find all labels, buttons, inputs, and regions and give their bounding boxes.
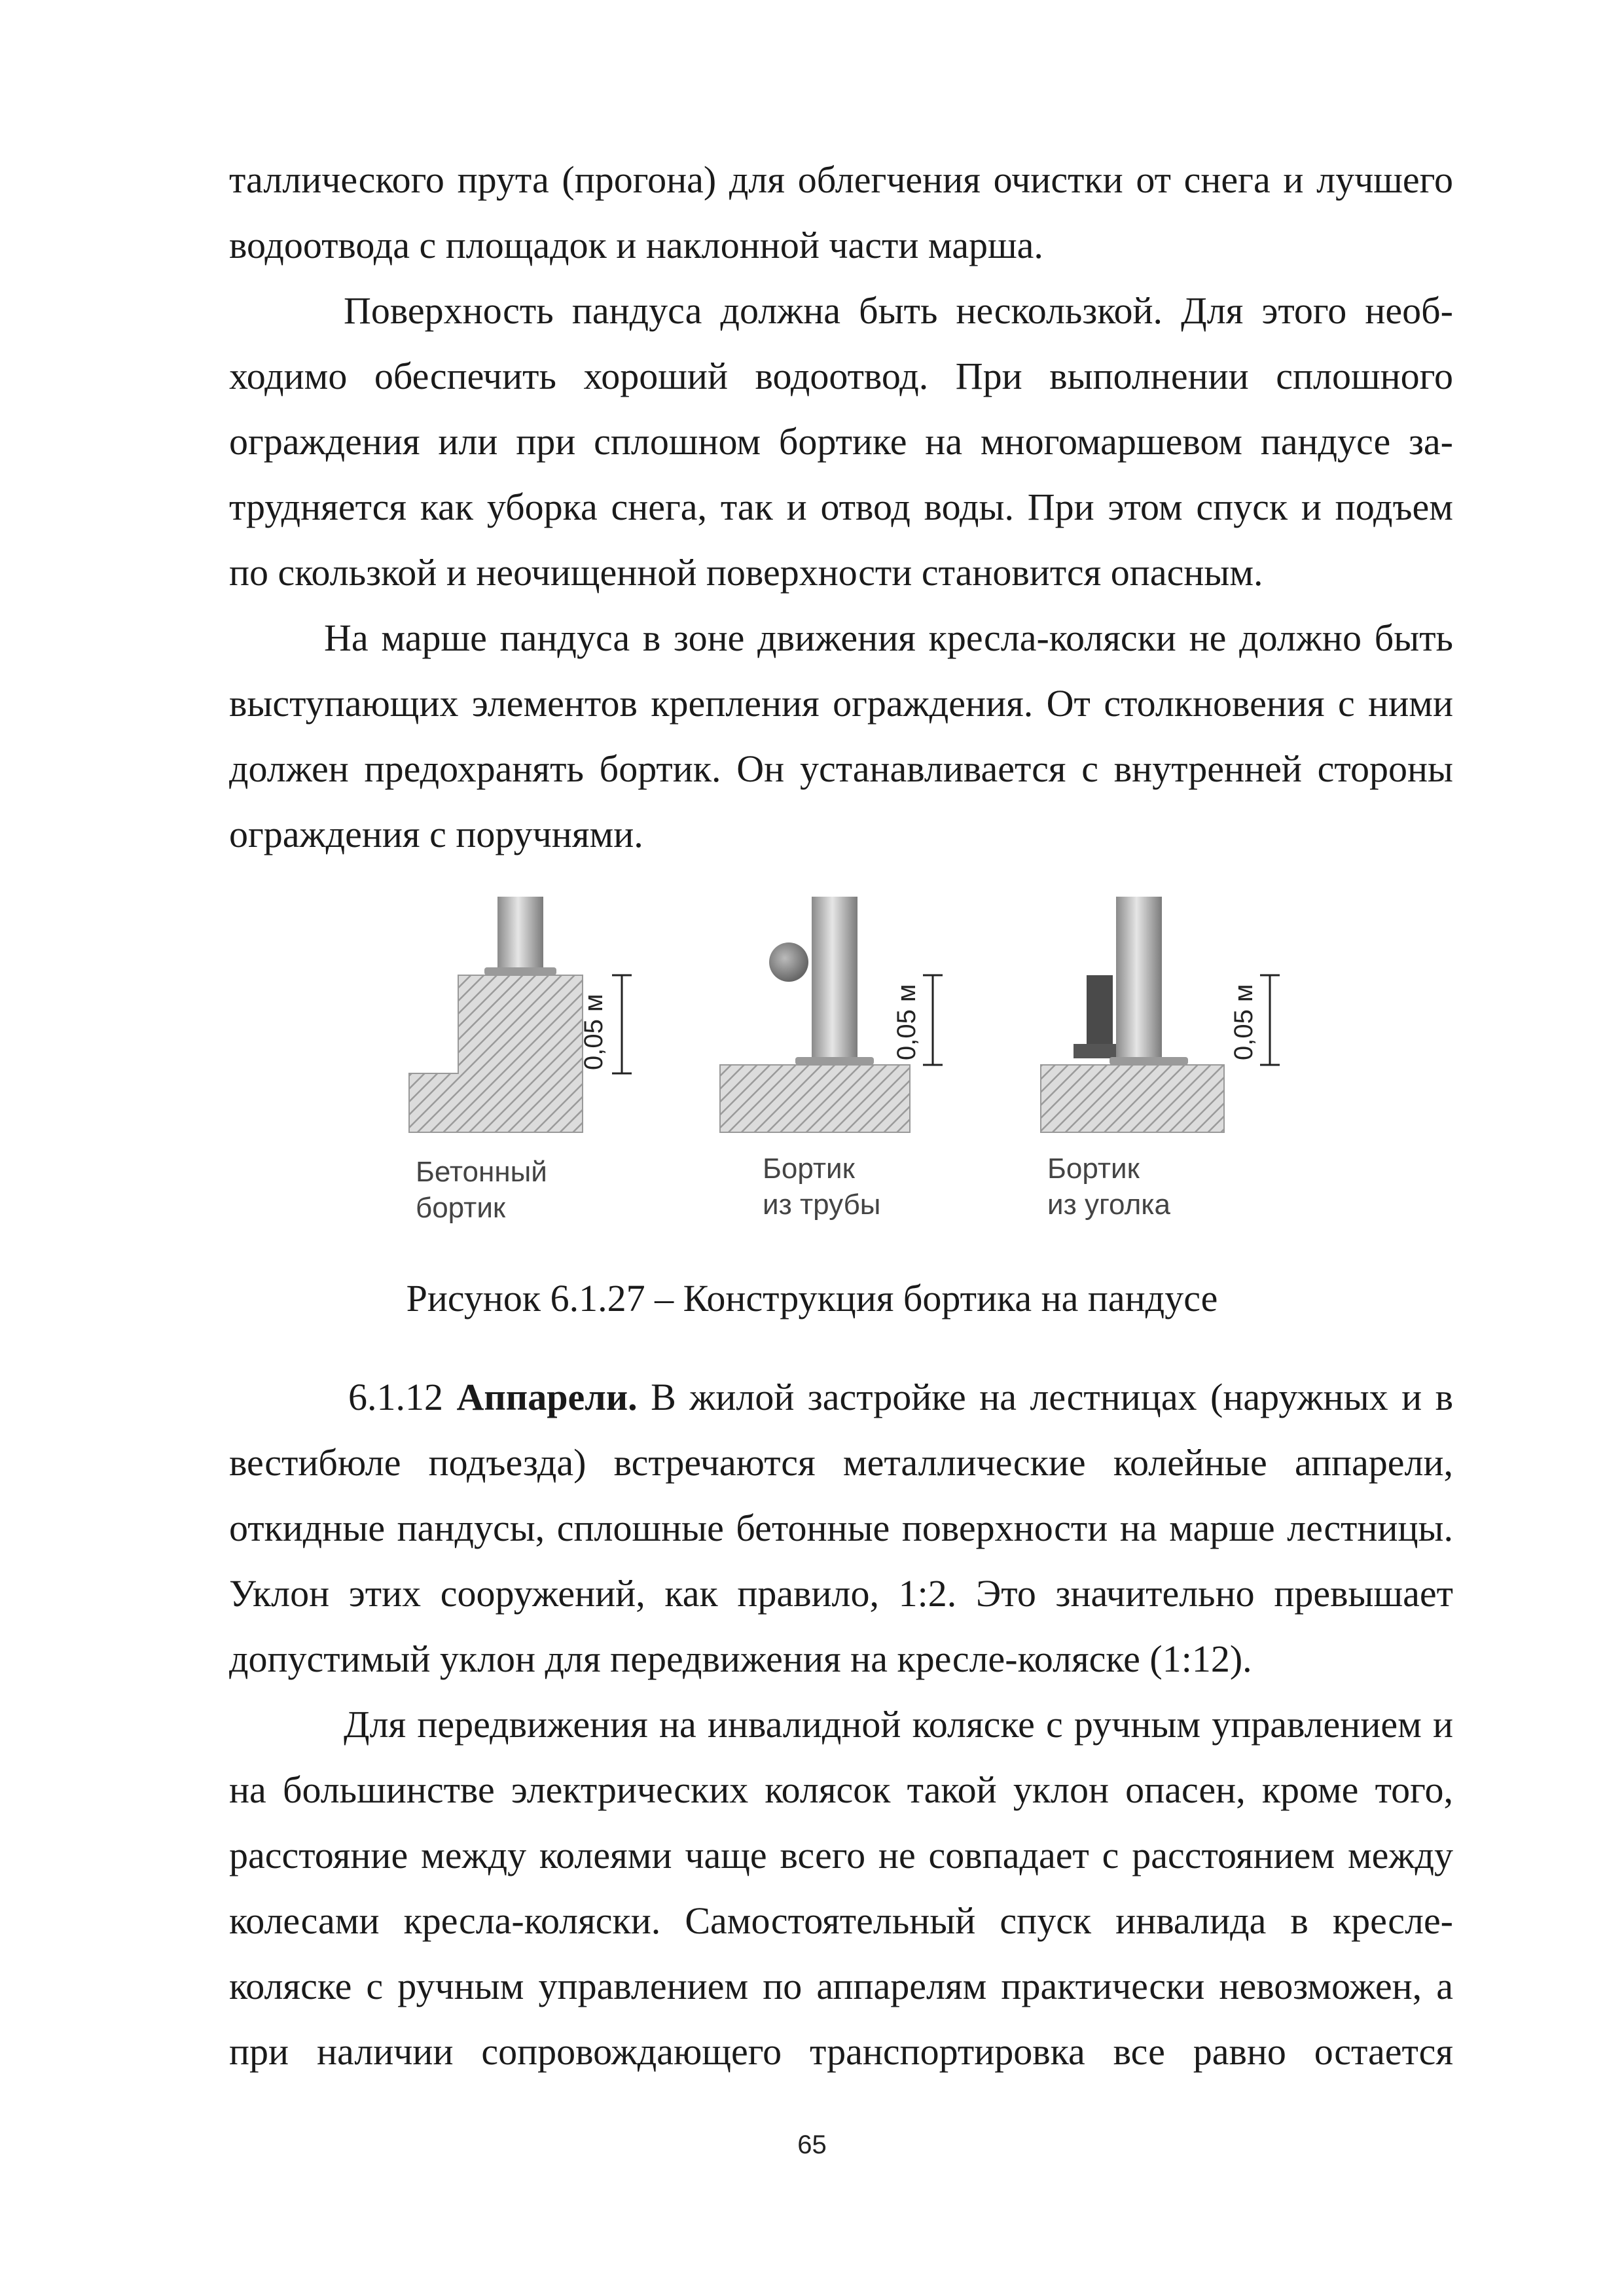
paragraph-2 xyxy=(229,605,1453,867)
text-line: Уклон этих сооружений, как правило, 1:2. Это значительно превышает xyxy=(229,1572,1453,1615)
text-line: должен предохранять бортик. Он устанавливается с внутренней стороны xyxy=(229,747,1453,790)
panel-label-line2: бортик xyxy=(416,1192,506,1224)
dimension-label: 0,05 м xyxy=(579,994,608,1070)
text-line: трудняется как уборка снега, так и отвод воды. При этом спуск и подъем xyxy=(229,486,1453,528)
text-line: вестибюле подъезда) встречаются металлические колейные аппарели, xyxy=(229,1441,1453,1484)
section-number: 6.1.12 xyxy=(348,1376,443,1418)
slab xyxy=(1041,1065,1224,1132)
post xyxy=(812,897,857,1060)
page-number: 65 xyxy=(797,2130,827,2159)
text-line: ходимо обеспечить хороший водоотвод. При выполнении сплошного xyxy=(229,355,1453,397)
text-line: колесами кресла-коляски. Самостоятельный спуск инвалида в кресле- xyxy=(229,1899,1453,1942)
text-fragment: В жилой застройке на лестницах (наружных и в xyxy=(637,1376,1453,1418)
angle-base xyxy=(1074,1044,1116,1058)
panel-concrete-curb xyxy=(409,897,632,1224)
panel-label-line1: Бортик xyxy=(1047,1153,1140,1185)
section-term: Аппарели. xyxy=(456,1376,638,1418)
text-line: На марше пандуса в зоне движения кресла-коляски не должно быть xyxy=(324,617,1453,659)
dimension-label: 0,05 м xyxy=(892,984,921,1060)
post-base-plate xyxy=(1110,1057,1188,1065)
text-line: коляске с ручным управлением по аппарелям практически невозможен, а xyxy=(229,1965,1453,2007)
post-base-plate xyxy=(484,967,556,975)
text-line: откидные пандусы, сплошные бетонные поверхности на марше лестницы. xyxy=(229,1507,1453,1549)
bortik-figure xyxy=(393,897,1296,1250)
paragraph-1 xyxy=(229,278,1453,605)
panel-pipe-curb xyxy=(720,897,943,1221)
text-line: Поверхность пандуса должна быть нескользкой. Для этого необ- xyxy=(344,289,1453,332)
panel-label-line2: из трубы xyxy=(763,1189,881,1221)
text-line: на большинстве электрических колясок такой уклон опасен, кроме того, xyxy=(229,1768,1453,1811)
text-line: ограждения или при сплошном бортике на многомаршевом пандусе за- xyxy=(229,420,1453,463)
text-line: по скользкой и неочищенной поверхности становится опасным. xyxy=(229,551,1263,594)
paragraph-3 xyxy=(229,1365,1453,1692)
text-line: допустимый уклон для передвижения на кресле-коляске (1:12). xyxy=(229,1638,1252,1680)
panel-label-line2: из уголка xyxy=(1047,1189,1170,1221)
panel-label-line1: Бетонный xyxy=(416,1156,547,1188)
text-line: ограждения с поручнями. xyxy=(229,813,643,855)
pipe-curb xyxy=(769,942,808,982)
text-line: выступающих элементов крепления ограждения. От столкновения с ними xyxy=(229,682,1453,725)
text-line: расстояние между колеями чаще всего не совпадает с расстоянием между xyxy=(229,1834,1453,1876)
text-line xyxy=(229,1365,1453,1430)
text-line: водоотвода с площадок и наклонной части марша. xyxy=(229,224,1043,266)
post xyxy=(497,897,543,972)
panel-angle-curb xyxy=(1041,897,1280,1221)
panel-label-line1: Бортик xyxy=(763,1153,855,1185)
text-line: при наличии сопровождающего транспортировка все равно остается xyxy=(229,2030,1453,2073)
text-line: таллического прута (прогона) для облегчения очистки от снега и лучшего xyxy=(229,158,1453,201)
post xyxy=(1116,897,1162,1060)
paragraph-4 xyxy=(229,1692,1453,2085)
slab xyxy=(720,1065,910,1132)
figure-caption: Рисунок 6.1.27 – Конструкция бортика на пандусе xyxy=(406,1277,1218,1319)
dimension-label: 0,05 м xyxy=(1229,984,1258,1060)
text-line: Для передвижения на инвалидной коляске с ручным управлением и xyxy=(344,1703,1453,1746)
post-base-plate xyxy=(795,1057,874,1065)
concrete-curb-body xyxy=(409,975,583,1132)
paragraph-0 xyxy=(229,147,1453,278)
